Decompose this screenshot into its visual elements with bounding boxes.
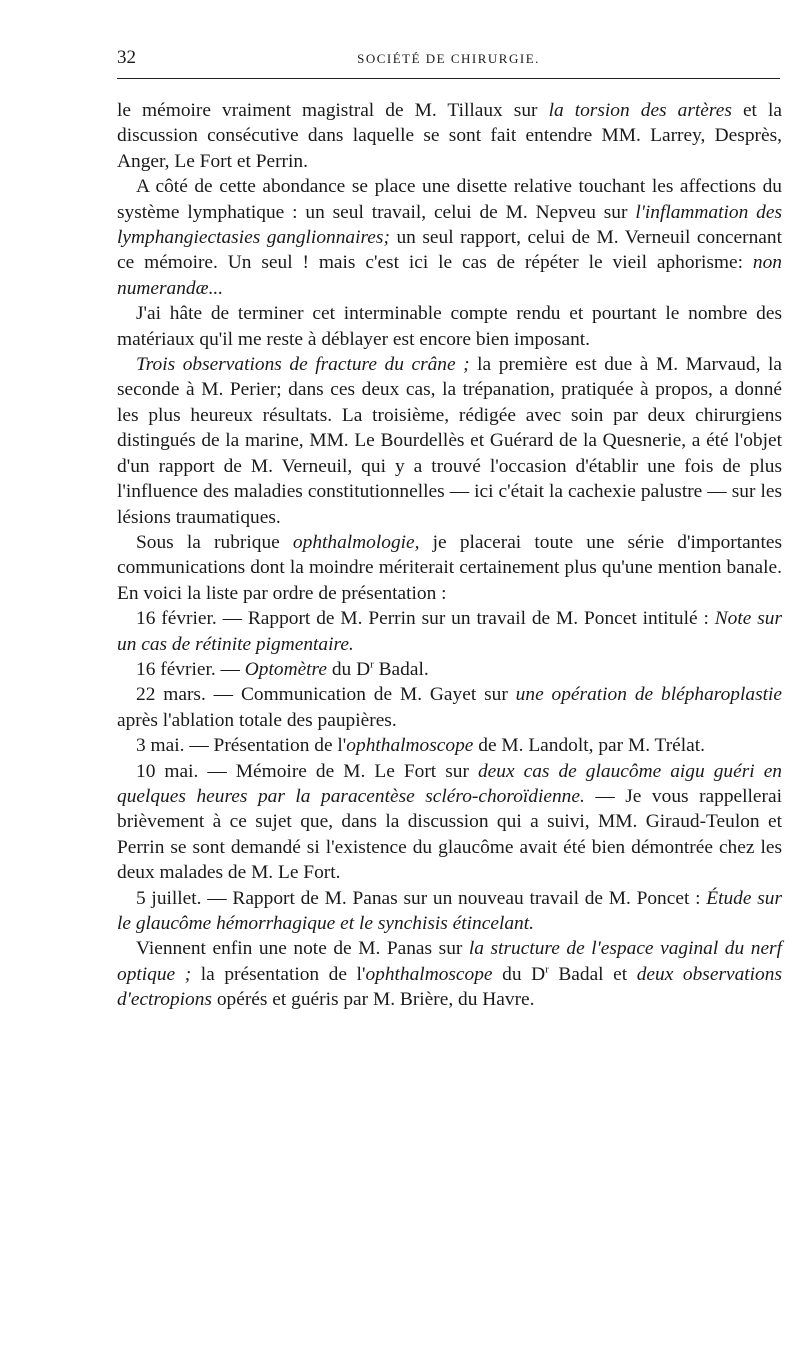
paragraph-5 [117,530,782,606]
page-number: 32 [117,47,136,68]
text-run: un seul rapport, celui de M. Verneuil concernant ce mémoire. Un seul ! mais c'est ici le cas de répéter le vieil aphorisme: [117,227,782,274]
paragraph-3 [117,301,782,352]
superscript: r [545,963,549,976]
entry-10-mai [117,759,782,886]
text-run: du D [327,658,371,680]
body-text [117,98,782,1013]
header-rule [117,78,780,79]
text-run: A côté de cette abondance se place une disette relative touchant les affections du système lymphatique : un seul travail, celui de M. Nepveu sur [117,176,782,223]
text-run: 10 mai. — Mémoire de M. Le Fort sur [136,760,478,782]
italic-title: deux cas de glaucôme aigu guéri en quelques heures par la paracentèse scléro-choroïdienne. [117,760,782,807]
text-run: opérés et guéris par M. Brière, du Havre. [211,989,535,1011]
italic-title: l'inflammation des lymphangiectasies ganglionnaires; [117,201,782,249]
italic-title: Optomètre [244,658,327,680]
text-run: et la discussion consécutive dans laquelle se sont fait entendre MM. Larrey, Desprès, Anger, Le Fort et Perrin. [117,100,782,172]
entry-22-mars [117,682,782,733]
italic-title: Trois observations de fracture du crâne ; [136,354,470,376]
text-run: 22 mars. — Communication de M. Gayet sur [136,684,516,706]
paragraph-4 [117,352,782,530]
paragraph-2 [117,174,782,301]
running-header [117,47,780,71]
text-run: le mémoire vraiment magistral de M. Tillaux sur [117,100,549,121]
text-run: Badal et [548,963,637,985]
italic-title: deux observations d'ectropions [117,963,782,1011]
italic-title: la structure de l'espace vaginal du nerf optique ; [117,938,782,985]
text-run: de M. Landolt, par M. Trélat. [473,735,705,757]
text-run: je placerai toute une série d'importantes communications dont la moindre mériterait certainement plus qu'une mention banale. En voici la liste par ordre de présentation : [117,531,782,604]
text-run: après l'ablation totale des paupières. [117,709,397,731]
text-run: 16 février. — [136,658,245,680]
entry-16-fevrier-perrin [117,606,782,657]
text-run: 5 juillet. — Rapport de M. Panas sur un nouveau travail de M. Poncet : [136,887,707,909]
entry-3-mai [117,733,782,758]
entry-5-juillet [117,886,782,937]
italic-title: ophthalmoscope [365,963,493,985]
text-run: — Je vous rappellerai brièvement à ce sujet que, dans la discussion qui a suivi, MM. Giraud-Teulon et Perrin se sont demandé si l'existence du glaucôme avait été bien démontrée chez les deux malades de M. Le Fort. [117,785,782,884]
text-run: Sous la rubrique [136,531,293,553]
italic-title: la torsion des artères [548,100,732,121]
entry-16-fevrier-badal [117,657,782,682]
text-run: Badal. [373,658,429,680]
text-run: du D [492,963,546,985]
italic-term: ophthalmologie, [292,531,420,553]
text-run: la première est due à M. Marvaud, la seconde à M. Perier; dans ces deux cas, la trépanation, pratiquée à propos, a donné les plus heureux résultats. La troisième, rédigée avec soin par deux chirurgiens distingués de la marine, MM. Le Bourdellès et Guérard de la Quesnerie, a été l'objet d'un rapport de M. Verneuil, qui y a trouvé l'occasion d'établir une fois de plus l'influence des maladies constitutionnelles — ici c'était la cachexie palustre — sur les lésions traumatiques. [117,354,782,528]
text-run: 16 février. — Rapport de M. Perrin sur un travail de M. Poncet intitulé : [136,608,715,630]
italic-title: une opération de blépharoplastie [515,684,783,706]
italic-quote: non numerandæ... [117,252,782,299]
italic-title: Étude sur le glaucôme hémorrhagique et le synchisis étincelant. [117,887,782,934]
paragraph-1 [117,98,782,174]
running-title: SOCIÉTÉ DE CHIRURGIE. [357,51,540,66]
text-run: Viennent enfin une note de M. Panas sur [136,938,469,960]
text-run: 3 mai. — Présentation de l' [136,735,347,757]
text-run: J'ai hâte de terminer cet interminable compte rendu et pourtant le nombre des matériaux qu'il me reste à déblayer est encore bien imposant. [117,303,782,350]
superscript: r [370,658,374,671]
text-run: la présentation de l' [191,963,366,985]
italic-title: ophthalmoscope [346,735,474,757]
paragraph-final [117,936,782,1012]
italic-title: Note sur un cas de rétinite pigmentaire. [117,608,783,655]
